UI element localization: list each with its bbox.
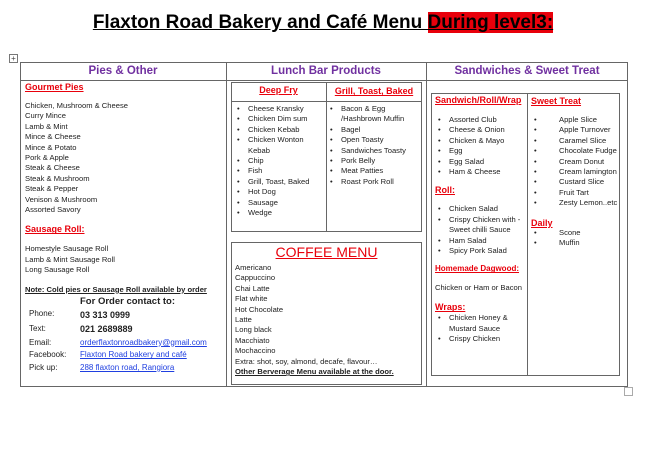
list-item: • Apple Slice [531,115,619,125]
sandwich-list [435,115,527,177]
pies-section [25,82,225,374]
title-highlight: During level3: [427,12,554,33]
list-item: • Egg [435,146,527,156]
column-header-sandwiches: Sandwiches & Sweet Treat [426,62,628,81]
coffee-extras: Extra: shot, soy, almond, decafe, flavour… [235,356,378,366]
daily-list [531,228,619,249]
list-item: Mince & Cheese [25,132,81,142]
list-item: Americano [235,263,272,272]
list-item: • Wedge [234,208,326,218]
gourmet-pies-list [25,101,225,215]
list-item: • Ham Salad [435,236,527,246]
list-item: Steak & Mushroom [25,173,90,183]
list-item: • Chicken Wonton Kebab [234,135,326,156]
deep-fry-heading: Deep Fry [259,85,298,95]
column-divider [226,62,227,387]
list-item: Lamb & Mint [25,121,68,131]
list-item: • Caramel Slice [531,136,619,146]
list-item: Venison & Mushroom [25,194,98,204]
list-item: • Chicken Salad [435,204,527,214]
list-item: Assorted Savory [25,205,81,215]
list-item: Long Sausage Roll [25,265,90,275]
coffee-section [235,263,421,377]
list-item: • Cheese & Onion [435,125,527,135]
pickup-link[interactable]: 288 flaxton road, Rangiora [80,362,175,372]
list-item: Mince & Potato [25,142,77,152]
list-item: Long black [235,325,272,335]
daily-heading: Daily [531,217,553,228]
list-item: Lamb & Mint Sausage Roll [25,254,115,264]
page-title [0,12,646,34]
list-item: • Cream Donut [531,157,619,167]
phone-value: 03 313 0999 [80,309,131,320]
list-item: Macchiato [235,335,270,345]
gourmet-pies-heading: Gourmet Pies [25,82,84,92]
list-item: • Chocolate Fudge [531,146,619,156]
text-label: Text: [29,323,46,333]
list-item: • Meat Patties [327,166,422,176]
sandwich-section [435,95,527,345]
list-item: • Bacon & Egg /Hashbrown Muffin [327,104,422,125]
list-item: • Hot Dog [234,187,326,197]
other-beverage-note: Other Berverage Menu available at the door. [235,367,394,377]
email-label: Email: [29,337,52,347]
list-item: • Chicken Dim sum [234,114,326,124]
list-item: Curry Mince [25,111,66,121]
contact-heading: For Order contact to: [80,295,176,307]
column-header-pies: Pies & Other [20,62,226,81]
list-item: • Chicken Kebab [234,125,326,135]
grill-list [327,104,422,187]
list-item: Homestyle Sausage Roll [25,244,109,254]
list-item: Mochaccino [235,346,276,356]
list-item: • Apple Turnover [531,125,619,135]
list-item: Hot Chocolate [235,304,284,314]
sweet-treat-heading: Sweet Treat [531,96,582,106]
list-item: • Chicken & Mayo [435,136,527,146]
list-item: • Chicken Honey & Mustard Sauce [435,313,527,334]
coffee-list [235,263,421,357]
list-item: Chai Latte [235,283,270,293]
roll-list [435,204,527,256]
list-item: • Fish [234,166,326,176]
list-item: • Chip [234,156,326,166]
list-item: Steak & Cheese [25,163,80,173]
list-item: • Fruit Tart [531,188,619,198]
wraps-list [435,313,527,344]
list-item: • Egg Salad [435,157,527,167]
list-item: Flat white [235,294,268,304]
sausage-roll-heading: Sausage Roll: [25,224,85,235]
lunch-header-line [231,101,422,102]
list-item: • Cheese Kransky [234,104,326,114]
phone-label: Phone: [29,309,55,319]
list-item: • Assorted Club [435,115,527,125]
sausage-roll-list [25,244,225,275]
contact-table [29,308,207,375]
list-item: Latte [235,315,252,325]
table-move-handle-icon[interactable]: + [9,54,18,63]
roll-heading: Roll: [435,185,455,196]
list-item: • Open Toasty [327,135,422,145]
email-link[interactable]: orderflaxtonroadbakery@gmail.com [80,337,207,347]
list-item: • Custard Slice [531,177,619,187]
deep-fry-list [234,104,326,218]
list-item: • Pork Belly [327,156,422,166]
list-item: Steak & Pepper [25,184,79,194]
order-note: Note: Cold pies or Sausage Roll available by order [25,284,207,294]
list-item: • Grill, Toast, Baked [234,177,326,187]
list-item: • Crispy Chicken [435,334,527,344]
text-value: 021 2689889 [80,323,133,334]
column-divider [426,62,427,387]
list-item: • Bagel [327,125,422,135]
list-item: • Scone [531,228,619,238]
list-item: • Ham & Cheese [435,167,527,177]
list-item: • Roast Pork Roll [327,177,422,187]
sweet-treat-list [531,115,619,209]
list-item: • Cream lamington [531,167,619,177]
facebook-link[interactable]: Flaxton Road bakery and café [80,350,187,360]
dagwood-text: Chicken or Ham or Bacon [435,283,522,293]
sandwich-heading: Sandwich/Roll/Wrap [435,95,522,105]
list-item: Cappuccino [235,273,276,283]
facebook-label: Facebook: [29,350,67,360]
list-item: • Sandwiches Toasty [327,146,422,156]
wraps-heading: Wraps: [435,302,466,313]
sweet-section [531,96,619,248]
dagwood-heading: Homemade Dagwood: [435,264,520,274]
list-item: • Crispy Chicken with -Sweet chilli Sauce [435,215,527,236]
list-item: • Sausage [234,198,326,208]
column-header-lunch: Lunch Bar Products [226,62,426,81]
pickup-label: Pick up: [29,362,58,372]
title-main: Flaxton Road Bakery and Café Menu [92,12,428,33]
grill-heading: Grill, Toast, Baked [334,86,414,96]
list-item: • Spicy Pork Salad [435,246,527,256]
table-resize-handle-icon[interactable] [624,387,633,396]
list-item: Pork & Apple [25,153,69,163]
list-item: Chicken, Mushroom & Cheese [25,101,128,110]
list-item: • Muffin [531,238,619,248]
sandwich-divider [527,93,528,376]
coffee-heading: COFFEE MENU [275,244,378,260]
list-item: • Zesty Lemon..etc [531,198,619,208]
